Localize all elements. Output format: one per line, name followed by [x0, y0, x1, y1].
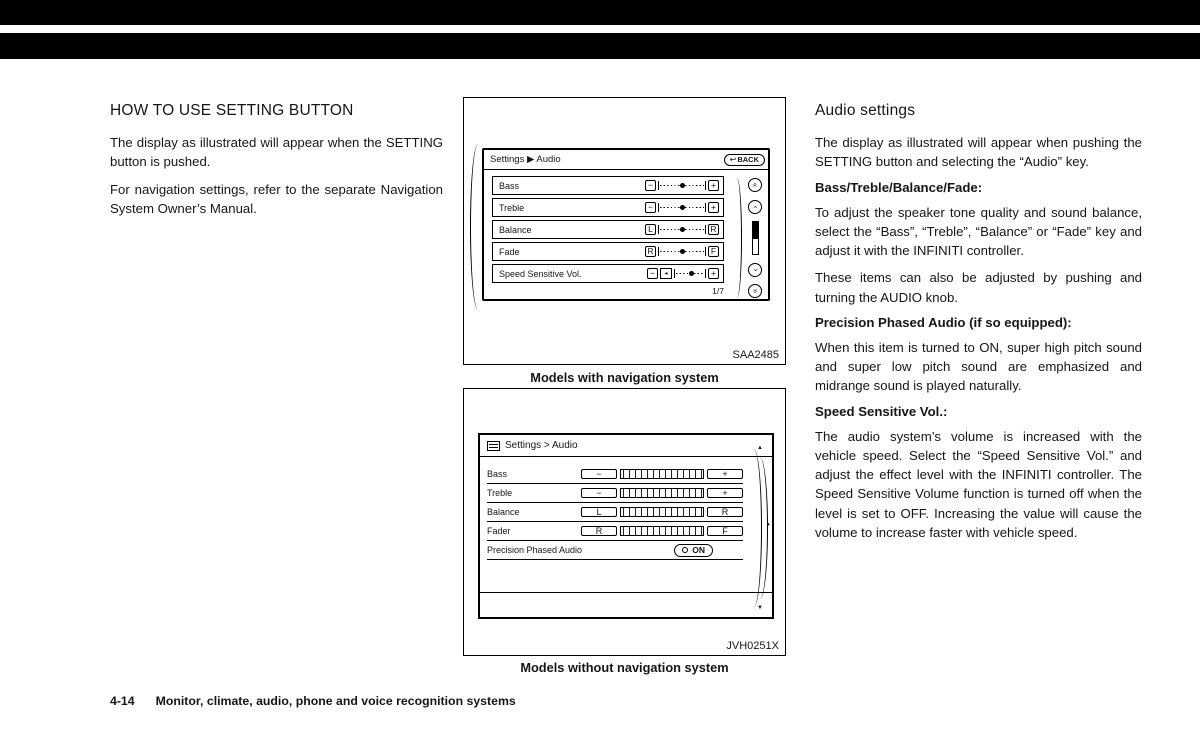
scroll-up-icon: › — [749, 205, 759, 208]
subheading-speed-sensitive-vol: Speed Sensitive Vol.: — [815, 403, 948, 419]
figure-caption: Models without navigation system — [520, 660, 729, 675]
figure-code: SAA2485 — [732, 349, 779, 361]
decrease-button: − — [647, 268, 658, 279]
paragraph: The audio system’s volume is increased with the vehicle speed. Select the “Speed Sensitive Vol.” and adjust the effect level with the INFINITI controller. The Speed Sensitive Volume function is turned off when the level is set to OFF. Increasing the value will cause the volume to increase faster with vehicle speed. — [815, 428, 1142, 540]
setting-row-bass — [492, 176, 724, 195]
settings-screen-icon — [487, 441, 500, 451]
dial-arc — [752, 457, 768, 599]
figure-code: JVH0251X — [726, 640, 779, 652]
screen-header — [480, 435, 772, 457]
setting-label: Speed Sensitive Vol. — [499, 268, 582, 279]
scroll-rail — [745, 178, 765, 298]
level-track — [658, 225, 706, 234]
paragraph: For navigation settings, refer to the separate Navigation System Owner’s Manual. — [110, 181, 443, 216]
paragraph: When this item is turned to ON, super high pitch sound and super low pitch sound are emphasized and midrange sound is played naturally. — [815, 339, 1142, 394]
rear-adjust-button: R — [645, 246, 656, 257]
toggle-indicator-icon — [682, 547, 688, 553]
setting-label: Fader — [487, 526, 511, 536]
setting-row-precision-phased-audio — [487, 541, 743, 560]
rear-adjust-button: R — [581, 526, 617, 536]
increase-button: + — [708, 180, 719, 191]
decrease-button: − — [645, 180, 656, 191]
breadcrumb: Settings ▶ Audio — [490, 154, 561, 165]
settings-list — [487, 465, 743, 560]
setting-row-speed-sensitive-vol — [492, 264, 724, 283]
figure-without-navigation — [463, 388, 786, 656]
page-footer — [110, 694, 516, 708]
screen-header — [484, 150, 768, 170]
setting-label: Treble — [487, 488, 513, 498]
controller-dial — [749, 445, 770, 611]
setting-row-treble — [492, 198, 724, 217]
dial-dot-icon: ● — [766, 521, 770, 528]
paragraph: These items can also be adjusted by pushing and turning the AUDIO knob. — [815, 270, 1142, 305]
setting-label: Bass — [499, 180, 520, 191]
figure-navigation-system — [463, 97, 786, 365]
setting-control — [645, 202, 719, 213]
setting-label: Fade — [499, 246, 520, 257]
dial-up-icon: ▲ — [757, 445, 763, 451]
audio-settings-screen-nav — [482, 148, 770, 301]
paragraph: The display as illustrated will appear when pushing the SETTING button and selecting the “Audio” key. — [815, 135, 1142, 170]
setting-control — [581, 526, 743, 536]
front-adjust-button: F — [707, 526, 743, 536]
setting-label: Treble — [499, 202, 525, 213]
scroll-page-up-button — [748, 178, 762, 192]
top-black-band — [0, 0, 1200, 25]
setting-control — [581, 488, 743, 498]
setting-row-fader — [487, 522, 743, 541]
section-heading: Audio settings — [815, 102, 916, 119]
increase-button: + — [707, 488, 743, 498]
setting-row-balance — [492, 220, 724, 239]
second-black-band — [0, 33, 1200, 59]
setting-row-treble — [487, 484, 743, 503]
scroll-page-up-icon: » — [749, 182, 759, 188]
paragraph: To adjust the speaker tone quality and sound balance, select the “Bass”, “Treble”, “Balance” or “Fade” key and adjust it with the INFINITI controller. — [815, 204, 1142, 259]
increase-button: + — [708, 202, 719, 213]
left-adjust-button: L — [645, 224, 656, 235]
page-number: 4-14 — [110, 694, 135, 708]
decrease-button: − — [581, 488, 617, 498]
level-track — [658, 247, 706, 256]
page-indicator: 1/7 — [712, 286, 724, 296]
setting-control — [581, 469, 743, 479]
setting-row-balance — [487, 503, 743, 522]
subheading-precision-phased-audio: Precision Phased Audio (if so equipped): — [815, 314, 1072, 330]
paragraph: The display as illustrated will appear when the SETTING button is pushed. — [110, 135, 443, 170]
breadcrumb: Settings > Audio — [505, 440, 578, 451]
dial-down-icon: ▼ — [757, 605, 763, 611]
setting-control — [645, 180, 719, 191]
on-toggle-button — [674, 544, 713, 557]
level-bar — [620, 488, 704, 498]
toggle-label: ON — [692, 545, 705, 555]
increase-button: + — [708, 268, 719, 279]
section-heading: HOW TO USE SETTING BUTTON — [110, 102, 354, 119]
left-column — [110, 102, 443, 226]
scroll-down-button — [748, 263, 762, 277]
left-adjust-button: L — [581, 507, 617, 517]
subheading-bass-treble: Bass/Treble/Balance/Fade: — [815, 179, 983, 195]
setting-label: Bass — [487, 469, 508, 479]
speaker-icon: ◂ — [660, 268, 672, 279]
scroll-up-button — [748, 200, 762, 214]
level-bar — [620, 526, 704, 536]
right-adjust-button: R — [708, 224, 719, 235]
level-bar — [620, 469, 704, 479]
setting-control — [581, 507, 743, 517]
level-track — [658, 203, 706, 212]
setting-label: Precision Phased Audio — [487, 545, 583, 555]
increase-button: + — [707, 469, 743, 479]
scroll-down-icon: › — [750, 268, 760, 271]
scrollbar — [752, 221, 759, 255]
footer-section-title: Monitor, climate, audio, phone and voice recognition systems — [155, 694, 516, 708]
scroll-rail-arc — [732, 178, 742, 298]
right-adjust-button: R — [707, 507, 743, 517]
setting-label: Balance — [499, 224, 532, 235]
back-arrow-icon: ↩ — [729, 155, 737, 164]
level-track — [674, 269, 706, 278]
setting-control — [645, 246, 719, 257]
scroll-page-down-icon: » — [750, 288, 760, 294]
screen-bottom-divider — [480, 592, 772, 593]
setting-control — [647, 268, 719, 279]
front-adjust-button: F — [708, 246, 719, 257]
back-button-label: BACK — [737, 155, 759, 164]
setting-control — [674, 544, 743, 557]
right-column — [815, 102, 1142, 550]
audio-settings-screen-plain — [478, 433, 774, 619]
settings-list — [492, 176, 724, 296]
setting-control — [645, 224, 719, 235]
level-bar — [620, 507, 704, 517]
decrease-button: − — [645, 202, 656, 213]
figure-caption: Models with navigation system — [530, 370, 719, 385]
setting-label: Balance — [487, 507, 520, 517]
decrease-button: − — [581, 469, 617, 479]
back-button — [724, 154, 765, 166]
setting-row-bass — [487, 465, 743, 484]
scroll-page-down-button — [748, 284, 762, 298]
level-track — [658, 181, 706, 190]
setting-row-fade — [492, 242, 724, 261]
